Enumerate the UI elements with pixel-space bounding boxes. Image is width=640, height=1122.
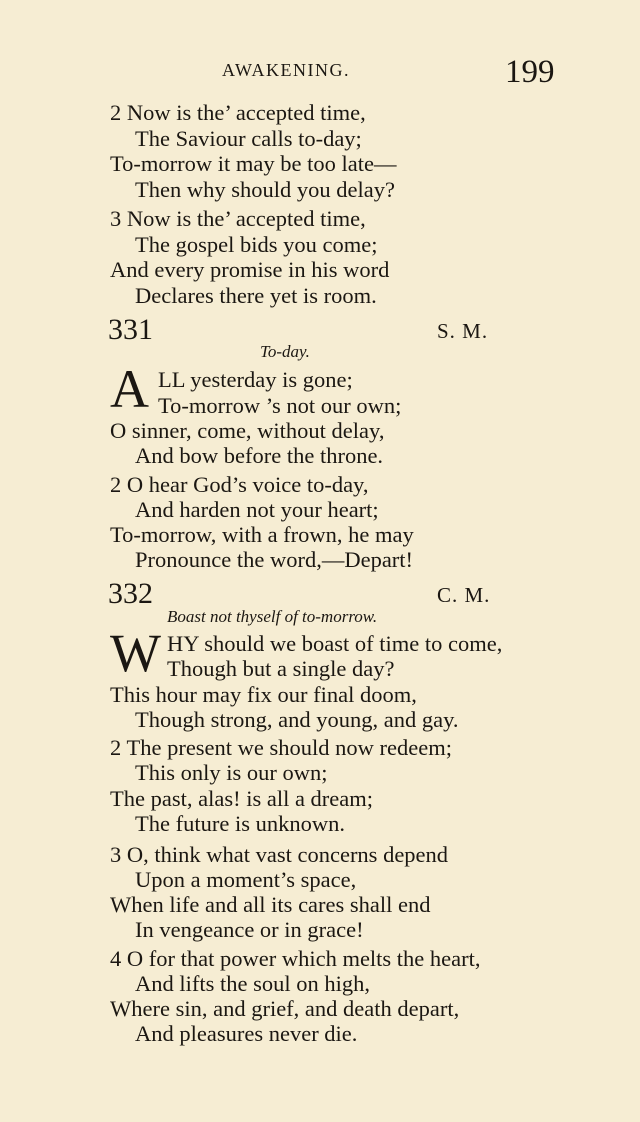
verse-line: HY should we boast of time to come, [167,631,503,656]
verse-line: And harden not your heart; [135,497,379,522]
drop-capital: A [110,359,149,419]
verse-line: To-morrow, with a frown, he may [110,522,414,547]
verse-line: The gospel bids you come; [135,232,378,257]
page-number: 199 [505,54,555,90]
running-head: AWAKENING. [222,60,351,80]
verse-line: To-morrow it may be too late— [110,151,397,176]
verse-line: Pronounce the word,—Depart! [135,547,414,572]
verse-line: The future is unknown. [135,811,345,836]
verse-line: Though strong, and young, and gay. [135,707,459,732]
verse-line: This hour may fix our final doom, [110,682,417,707]
verse-line: The Saviour calls to-day; [135,126,362,151]
verse-line: O sinner, come, without delay, [110,418,385,443]
verse-line: When life and all its cares shall end [110,892,431,917]
hymn-meter: S. M. [437,319,489,343]
verse-line: 3 Now is the’ accepted time, [110,206,366,231]
drop-capital: W [110,623,161,683]
verse-line: 2 Now is the’ accepted time, [110,100,366,125]
verse-line: And lifts the soul on high, [135,971,370,996]
verse-line: Then why should you delay? [135,177,395,202]
hymn-number: 331 [108,313,153,346]
verse-line: 2 The present we should now redeem; [110,735,452,760]
verse-line: And every promise in his word [110,257,390,282]
verse-line: This only is our own; [135,760,328,785]
verse-line: The past, alas! is all a dream; [110,786,374,811]
hymn-title: To-day. [260,342,310,361]
verse-line: To-morrow ’s not our own; [158,393,402,418]
hymn-meter: C. M. [437,583,491,607]
hymn-number: 332 [108,577,153,610]
hymn-title: Boast not thyself of to-morrow. [167,607,378,626]
verse-line: Though but a single day? [167,656,395,681]
verse-line: 3 O, think what vast concerns depend [110,842,449,867]
verse-line: And bow before the throne. [135,443,384,468]
verse-line: In vengeance or in grace! [135,917,364,942]
verse-line: LL yesterday is gone; [158,367,353,392]
verse-line: 2 O hear God’s voice to-day, [110,472,369,497]
verse-line: And pleasures never die. [135,1021,358,1046]
verse-line: 4 O for that power which melts the heart, [110,946,481,971]
verse-line: Where sin, and grief, and death depart, [110,996,460,1021]
verse-line: Upon a moment’s space, [135,867,357,892]
verse-line: Declares there yet is room. [135,283,377,308]
